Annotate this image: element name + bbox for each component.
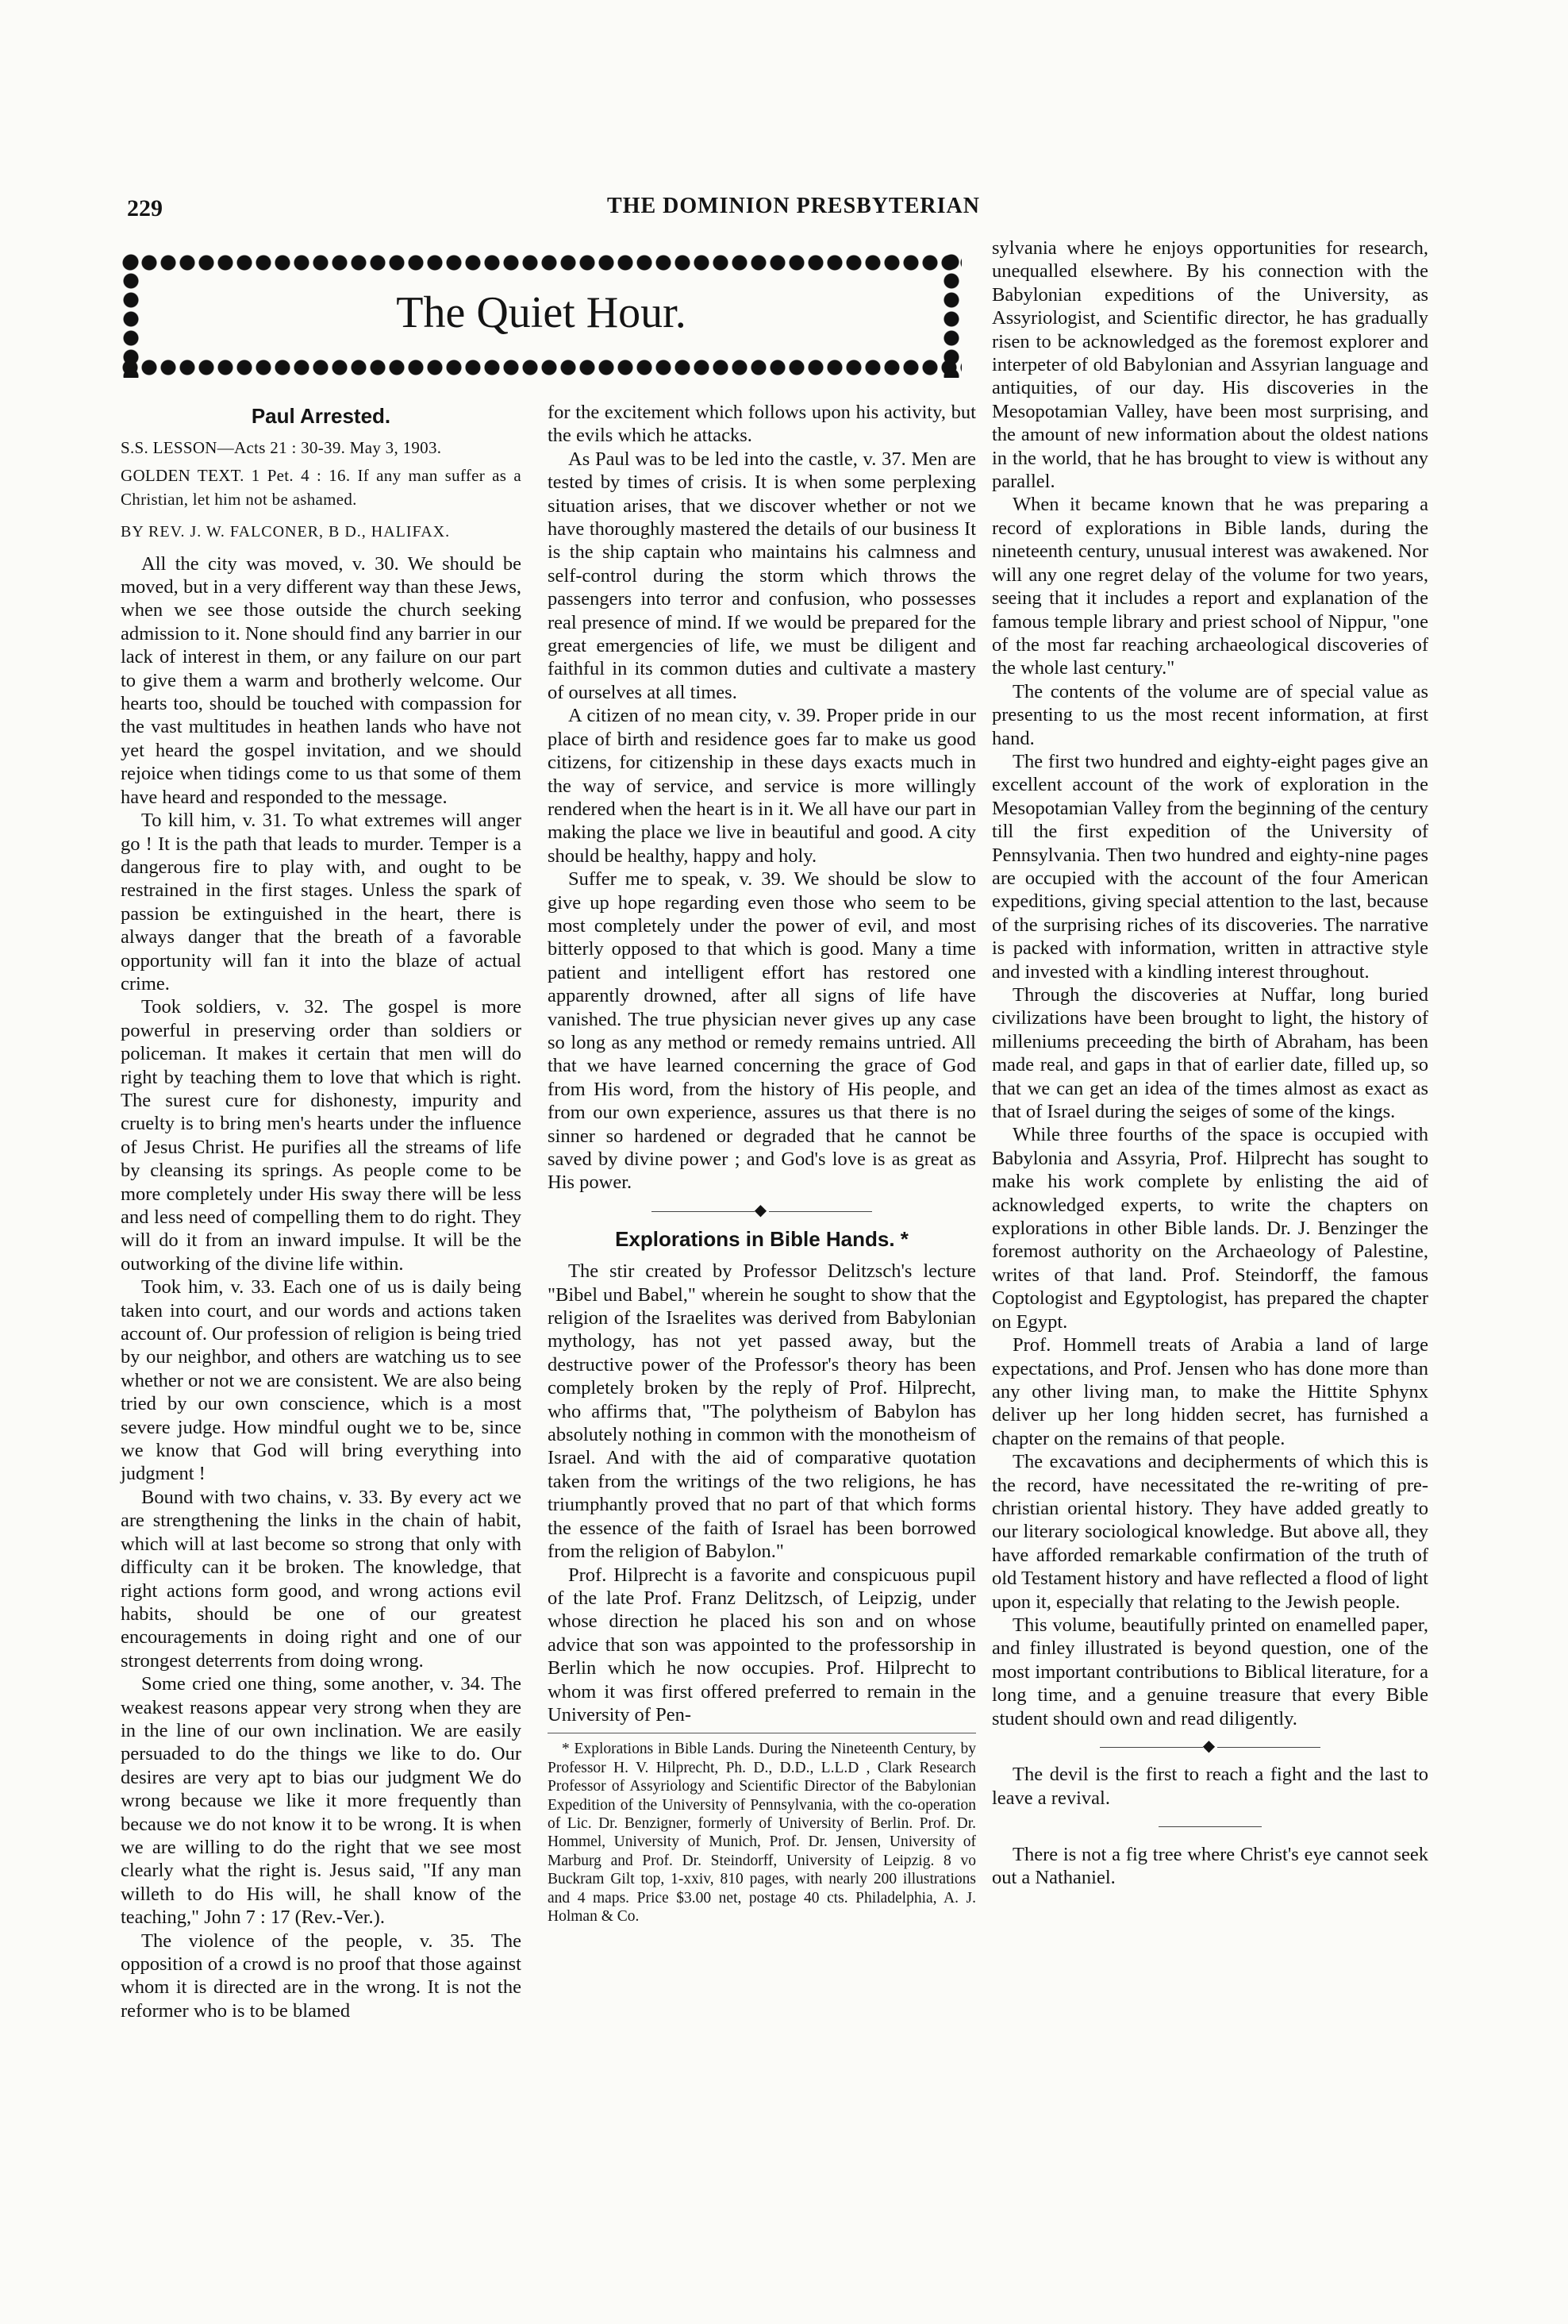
paragraph: Took soldiers, v. 32. The gospel is more powerful in preserving order than soldiers or policeman. It makes it certain that men will do right by teaching them to love that which is right. The surest cure for dishonesty, impurity and cruelty is to bring men's hearts under the influence of Jesus Christ. He purifies all the streams of life by cleansing its springs. As people come to be more completely under His sway there will be less and less need of compelling them to do right. They will do it from an inward impulse. It will be the outworking of the divine life within. [121, 996, 521, 1275]
column-3 [992, 237, 1428, 1889]
paragraph: This volume, beautifully printed on enamelled paper, and finley illustrated is beyond question, one of the most important contributions to Biblical literature, for a long time, and a genuine treasure that every Bible student should own and read diligently. [992, 1614, 1428, 1730]
paragraph: To kill him, v. 31. To what extremes will anger go ! It is the path that leads to murder. Temper is a dangerous fire to play with, and ought to be restrained in the first stages. Unless the spark of passion be extinguished in the heart, there is always danger that the breath of a favorable opportunity will fan it into the blaze of actual crime. [121, 810, 521, 995]
paragraph: A citizen of no mean city, v. 39. Proper pride in our place of birth and residence goes far to make us good citizens, for citizenship in these days exacts much in the way of service, and service is more willingly rendered when the heart is in it. We all have our part in making the place we live in beautiful and good. A city should be healthy, happy and holy. [548, 705, 976, 867]
section-heading-box [121, 252, 962, 378]
paragraph: sylvania where he enjoys opportunities for research, unequalled elsewhere. By his connection with the Babylonian expeditions of the University, as Assyriologist, and Scientific director, he has gradually risen to be acknowledged as the foremost explorer and interpeter of old Babylonian and Assyrian language and antiquities, of our day. His discoveries in the Mesopotamian Valley, have been most surprising, and the amount of new information about the oldest nations in the world, that he has brought to view is without any parallel. [992, 237, 1428, 493]
paragraph: Some cried one thing, some another, v. 34. The weakest reasons appear very strong when they are in the line of our own inclination. We are easily persuaded to do the things we like to do. Our desires are very apt to bias our judgment We do wrong because we like it more frequently than because we do not know it to be wrong. It is when we are willing to do the right that we see most clearly what the right is. Jesus said, "If any man willeth to do His will, he shall know of the teaching," John 7 : 17 (Rev.-Ver.). [121, 1673, 521, 1929]
publication-title: THE DOMINION PRESBYTERIAN [607, 194, 980, 218]
article-heading: Explorations in Bible Hands. * [615, 1227, 909, 1252]
dotted-border-bottom [121, 357, 962, 378]
column-2 [548, 401, 976, 1926]
section-title: The Quiet Hour. [396, 288, 686, 337]
paragraph: Prof. Hommell treats of Arabia a land of large expectations, and Prof. Jensen who has done more than any other living man, to make the Hittite Sphynx deliver up her long hidden secret, has furnished a chapter on the remains of that people. [992, 1334, 1428, 1449]
paragraph: Took him, v. 33. Each one of us is daily being taken into court, and our words and actions taken account of. Our profession of religion is being tried by our neighbor, and others are watching us to see whether or not we are consistent. We are also being tried by our own conscience, which is a most severe judge. How mindful ought we to be, since we know that God will bring everything into judgment ! [121, 1276, 521, 1485]
paragraph: for the excitement which follows upon his activity, but the evils which he attacks. [548, 402, 976, 447]
section-divider [992, 1814, 1428, 1837]
paragraph: As Paul was to be led into the castle, v. 37. Men are tested by times of crisis. It is when some perplexing situation arises, that we discover whether or not we have thoroughly mastered the details of our business It is the ship captain who maintains his calmness and self-control during the storm which throws the passengers into terror and confusion, who possesses real presence of mind. If we would be prepared for the great emergencies of life, we must be diligent and faithful in its common duties and cultivate a mastery of ourselves at all times. [548, 448, 976, 703]
paragraph: The contents of the volume are of special value as presenting to us the most recent information, at first hand. [992, 680, 1428, 749]
dotted-border-top [121, 252, 962, 273]
paragraph: All the city was moved, v. 30. We should be moved, but in a very different way than these Jews, when we see those outside the church seeking admission to it. None should find any barrier in our lack of interest in them, or any failure on our part to give them a warm and brotherly welcome. Our hearts too, should be touched with compassion for the vast multitudes in heathen lands who have not yet heard the gospel invitation, and we should rejoice when tidings come to us that some of them have heard and responded to the message. [121, 552, 521, 808]
paragraph: The first two hundred and eighty-eight pages give an excellent account of the work of exploration in the Mesopotamian Valley from the beginning of the century till the first expedition of the University of Pennsylvania. Then two hundred and eighty-nine pages are occupied with the account of the four American expeditions, giving special attention to the last, because of the surprising riches of its discoveries. The narrative is packed with information, written in attractive style and invested with a kindling interest throughout. [992, 750, 1428, 983]
paragraph: Suffer me to speak, v. 39. We should be slow to give up hope regarding even those who seem to be most completely under the power of evil, and most bitterly opposed to that which is good. Many a time patient and intelligent effort has restored one apparently drowned, after all signs of life have vanished. The true physician never gives up any case so long as any method or remedy remains untried. All that we have learned concerning the grace of God from His word, from the history of His people, and from our own experience, assures us that there is no sinner so hardened or degraded that he cannot be saved by divine power ; and God's love is as great as His power. [548, 868, 976, 1194]
paragraph: Through the discoveries at Nuffar, long buried civilizations have been brought to light, the history of milleniums preceeding the birth of Abraham, has been made real, and gaps in that of earlier date, filled up, so that we can get an idea of the times almost as exact as that of Israel during the seiges of some of the kings. [992, 984, 1428, 1123]
lesson-reference: S.S. LESSON—Acts 21 : 30-39. May 3, 1903. [121, 438, 442, 457]
paragraph: While three fourths of the space is occupied with Babylonia and Assyria, Prof. Hilprecht has sought to make his work complete by enlisting the aid of acknowledged experts, to write the chapters on explorations in other Bible lands. Dr. J. Benzinger the foremost authority on the Archaeology of Palestine, writes of that land. Prof. Steindorff, the famous Coptologist and Egyptologist, has prepared the chapter on Egypt. [992, 1124, 1428, 1333]
paragraph: The violence of the people, v. 35. The opposition of a crowd is no proof that those against whom it is directed are in the wrong. It is not the reformer who is to be blamed [121, 1930, 521, 2022]
paragraph: When it became known that he was preparing a record of explorations in Bible lands, during the nineteenth century, unusual interest was awakened. Nor will any one regret delay of the volume for two years, seeing that it includes a report and explanation of the famous temple library and priest school of Nippur, "one of the most far reaching archaeological discoveries of the whole last century." [992, 494, 1428, 679]
page-number: 229 [127, 195, 163, 221]
column-1 [121, 401, 521, 2022]
article-heading: Paul Arrested. [251, 404, 391, 428]
paragraph: The excavations and decipherments of which this is the record, have necessitated the re-writing of pre-christian oriental history. They have added greatly to our literary sociological knowledge. But above all, they have afforded remarkable confirmation of the truth of old Testament history and have reflected a flood of light upon it, especially that relating to the Jewish people. [992, 1451, 1428, 1613]
footnote-text: * Explorations in Bible Lands. During the Nineteenth Century, by Professor H. V. Hilprecht, Ph. D., D.D., L.L.D , Clark Research Professor of Assyriology and Scientific Director of the Babylonian Expedition of the University of Pennsylvania, with the co-operation of Lic. Dr. Benzigner, formerly of University of Berlin. Prof. Dr. Hommel, University of Munich, Prof. Dr. Jensen, University of Marburg and Prof. Dr. Steindorff, University of Leipzig. 8 vo Buckram Gilt top, 1-xxiv, 810 pages, with nearly 200 illustrations and 4 maps. Price $3.00 net, postage 40 cts. Philadelphia, A. J. Holman & Co. [548, 1741, 976, 1925]
filler-paragraph: There is not a fig tree where Christ's eye cannot seek out a Nathaniel. [992, 1843, 1428, 1889]
golden-text: GOLDEN TEXT. 1 Pet. 4 : 16. If any man suffer as a Christian, let him not be ashamed. [121, 466, 521, 509]
paragraph: Bound with two chains, v. 33. By every act we are strengthening the links in the chain of habit, which will at last become so strong that only with difficulty can it be broken. The knowledge, that right actions form good, and wrong actions evil habits, should be one of our greatest encouragements in doing right and one of our strongest deterrents from doing wrong. [121, 1486, 521, 1672]
section-divider: ◆ [992, 1735, 1428, 1758]
section-divider: ◆ [548, 1199, 976, 1222]
footnote [548, 1733, 976, 1926]
paragraph: The stir created by Professor Delitzsch's lecture "Bibel und Babel," wherein he sought to show that the religion of the Israelites was derived from Babylonian mythology, has not yet passed away, but the destructive power of the Professor's theory has been completely broken by the reply of Prof. Hilprecht, who affirms that, "The polytheism of Babylon has absolutely nothing in common with the monotheism of Israel. And with the aid of comparative quotation taken from the writings of the two religions, he has triumphantly proved that no part of that which forms the essence of the faith of Israel has been borrowed from the religion of Babylon." [548, 1260, 976, 1563]
byline: BY REV. J. W. FALCONER, B D., HALIFAX. [121, 523, 451, 541]
filler-paragraph: The devil is the first to reach a fight and the last to leave a revival. [992, 1764, 1428, 1809]
paragraph: Prof. Hilprecht is a favorite and conspicuous pupil of the late Prof. Franz Delitzsch, of Leipzig, under whose direction he placed his son and on whose advice that son was appointed to the professorship in Berlin which he now occupies. Prof. Hilprecht to whom it was first offered preferred to remain in the University of Pen- [548, 1564, 976, 1726]
